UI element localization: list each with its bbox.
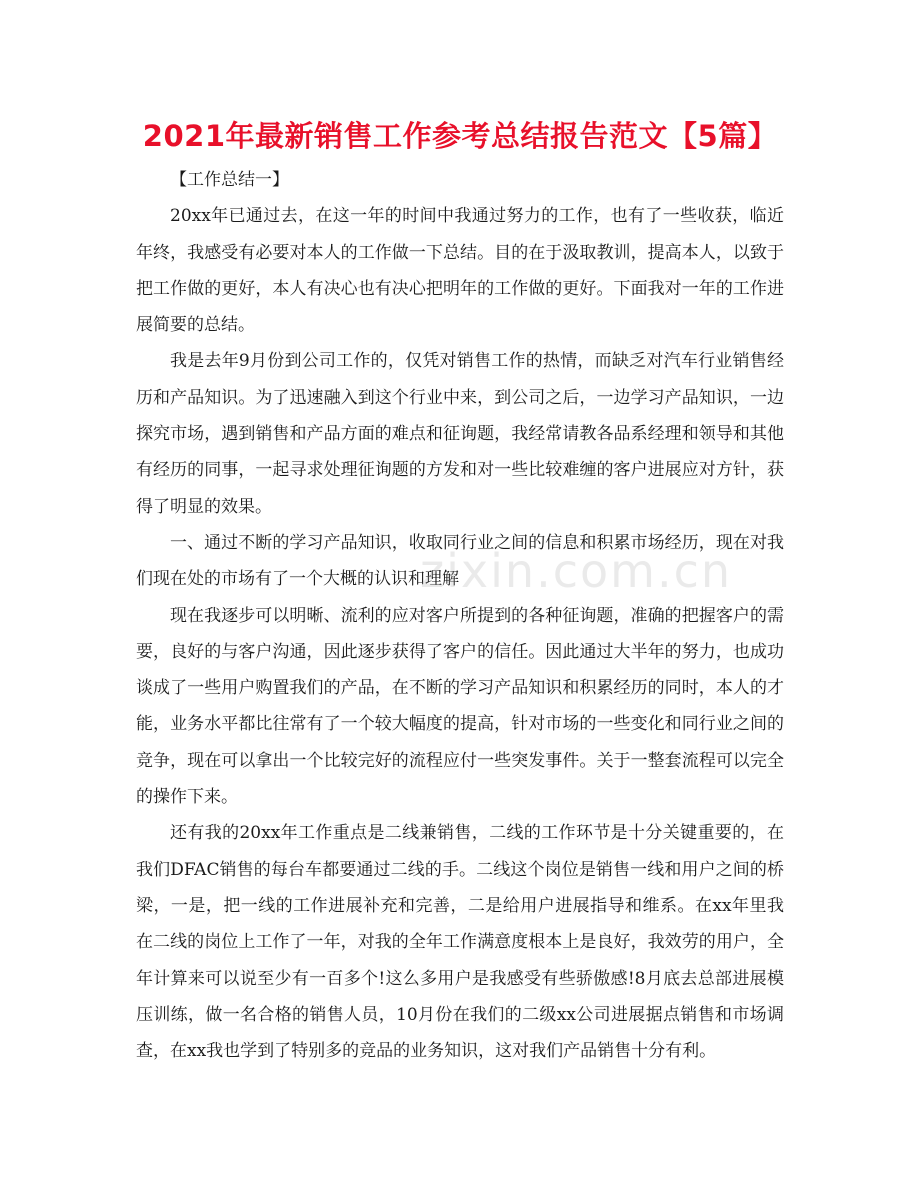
section-heading: 【工作总结一】 xyxy=(170,170,289,190)
paragraph-2: 我是去年9月份到公司工作的，仅凭对销售工作的热情，而缺乏对汽车行业销售经历和产品知识。为了迅速融入到这个行业中来，到公司之后，一边学习产品知识，一边探究市场，遇到销售和产品方面的难点和征询题，我经常请教各品系经理和领导和其他有经历的同事，一起寻求处理征询题的方发和对一些比较难缠的客户进展应对方针，获得了明显的效果。 xyxy=(136,351,784,517)
document-title: 2021年最新销售工作参考总结报告范文【5篇】 xyxy=(142,119,778,153)
paragraph-1: 20xx年已通过去，在这一年的时间中我通过努力的工作，也有了一些收获，临近年终，我感受有必要对本人的工作做一下总结。目的在于汲取教训，提高本人，以致于把工作做的更好，本人有决心也有决心把明年的工作做的更好。下面我对一年的工作进展简要的总结。 xyxy=(136,206,784,336)
paragraph-4: 现在我逐步可以明晰、流利的应对客户所提到的各种征询题，准确的把握客户的需要，良好的与客户沟通，因此逐步获得了客户的信任。因此通过大半年的努力，也成功谈成了一些用户购置我们的产品，在不断的学习产品知识和积累经历的同时，本人的才能，业务水平都比往常有了一个较大幅度的提高，针对市场的一些变化和同行业之间的竞争，现在可以拿出一个比较完好的流程应付一些突发事件。关于一整套流程可以完全的操作下来。 xyxy=(136,605,784,808)
watermark: zixin.com.cn xyxy=(420,544,733,598)
paragraph-5: 还有我的20xx年工作重点是二线兼销售，二线的工作环节是十分关键重要的，在我们DFAC销售的每台车都要通过二线的手。二线这个岗位是销售一线和用户之间的桥梁，一是，把一线的工作进展补充和完善，二是给用户进展指导和维系。在xx年里我在二线的岗位上工作了一年，对我的全年工作满意度根本上是良好，我效劳的用户，全年计算来可以说至少有一百多个!这么多用户是我感受有些骄傲感!8月底去总部进展模压训练，做一名合格的销售人员，10月份在我们的二级xx公司进展据点销售和市场调查，在xx我也学到了特别多的竞品的业务知识，这对我们产品销售十分有利。 xyxy=(136,823,784,1062)
paragraph-3: 一、通过不断的学习产品知识，收取同行业之间的信息和积累市场经历，现在对我们现在处的市场有了一个大概的认识和理解 xyxy=(136,532,784,590)
document-body xyxy=(136,162,784,1069)
